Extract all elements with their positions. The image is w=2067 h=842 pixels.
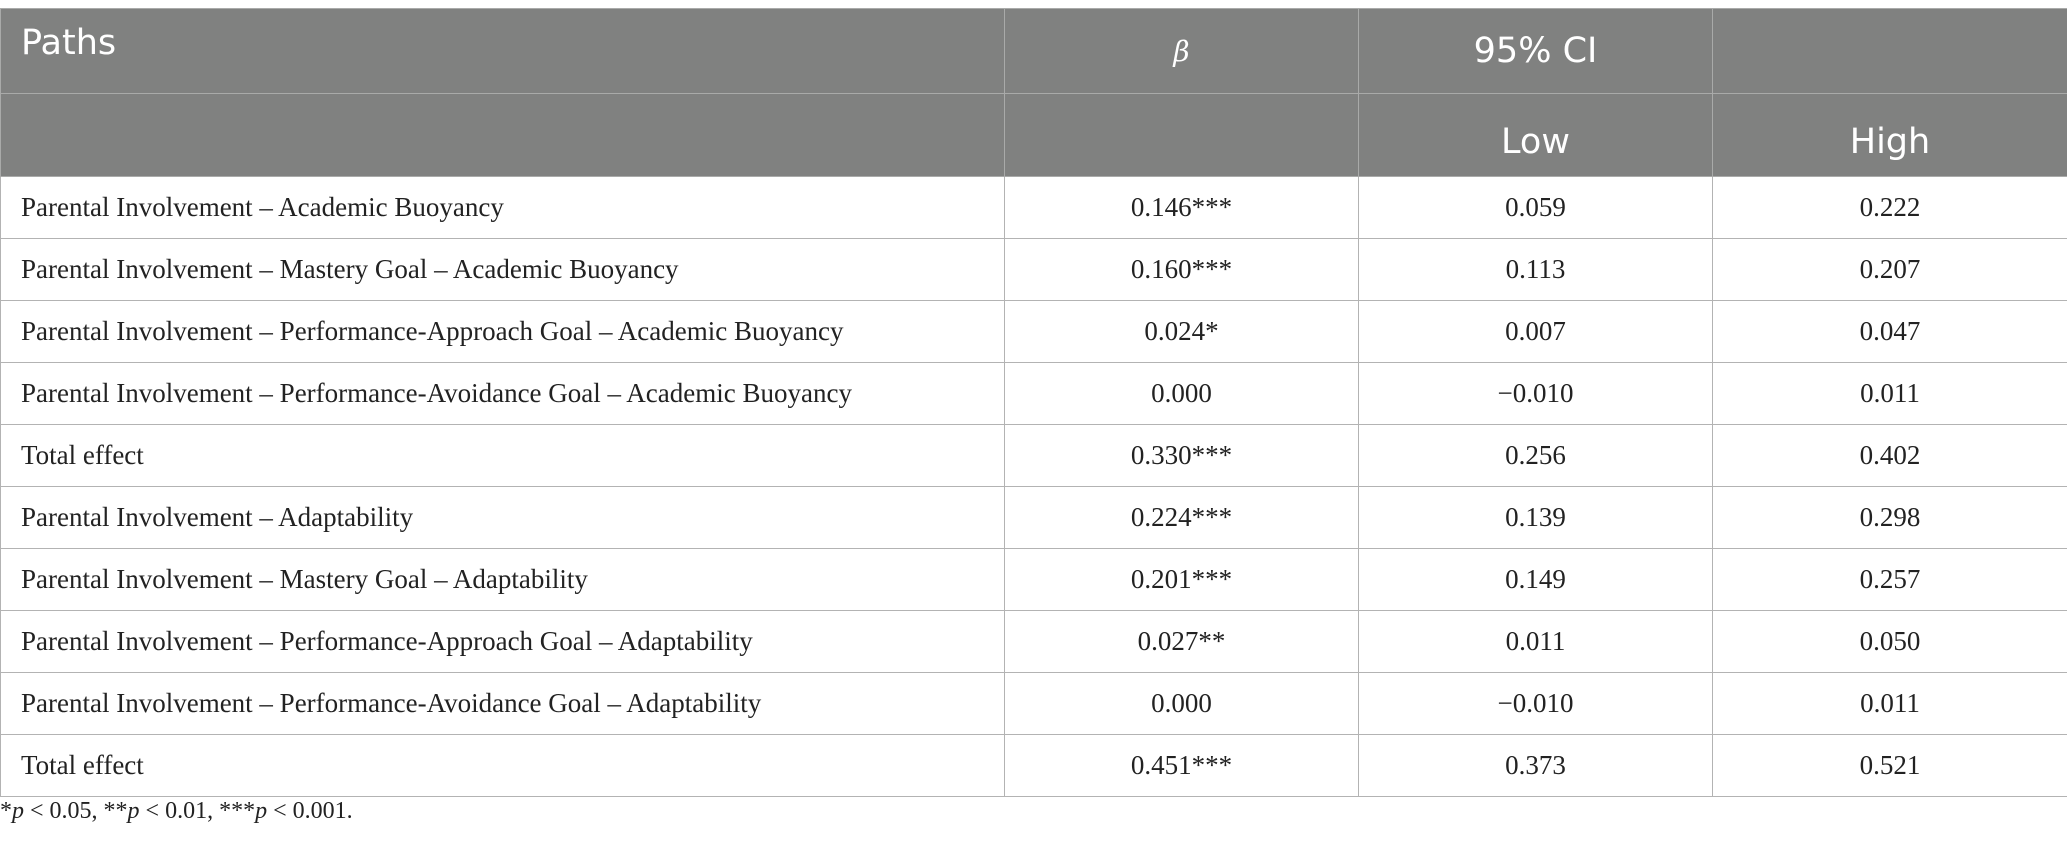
cell-high: 0.050 [1713, 611, 2067, 673]
cell-high: 0.207 [1713, 239, 2067, 301]
cell-high: 0.222 [1713, 177, 2067, 239]
cell-beta: 0.146*** [1005, 177, 1359, 239]
note-star: * [0, 798, 12, 824]
table-row [1, 735, 2067, 797]
note-threshold-3: < 0.001. [267, 798, 353, 824]
cell-path: Parental Involvement – Mastery Goal – Adaptability [1, 549, 1005, 611]
cell-low: 0.256 [1359, 425, 1713, 487]
cell-low: 0.149 [1359, 549, 1713, 611]
cell-high: 0.011 [1713, 673, 2067, 735]
cell-beta: 0.000 [1005, 673, 1359, 735]
cell-path: Parental Involvement – Mastery Goal – Academic Buoyancy [1, 239, 1005, 301]
table-row [1, 301, 2067, 363]
table-row [1, 239, 2067, 301]
cell-low: 0.007 [1359, 301, 1713, 363]
cell-high: 0.047 [1713, 301, 2067, 363]
cell-path: Parental Involvement – Academic Buoyancy [1, 177, 1005, 239]
cell-low: −0.010 [1359, 363, 1713, 425]
results-table-container [0, 8, 2067, 797]
table-row [1, 673, 2067, 735]
cell-beta: 0.000 [1005, 363, 1359, 425]
header-beta: β [1005, 9, 1359, 94]
table-row [1, 363, 2067, 425]
cell-path: Total effect [1, 735, 1005, 797]
note-threshold-2: < 0.01, *** [139, 798, 256, 824]
cell-high: 0.298 [1713, 487, 2067, 549]
table-row [1, 425, 2067, 487]
cell-beta: 0.451*** [1005, 735, 1359, 797]
header-empty-paths [1, 94, 1005, 177]
cell-path: Parental Involvement – Performance-Avoidance Goal – Adaptability [1, 673, 1005, 735]
note-p-3: p [255, 798, 268, 824]
cell-beta: 0.330*** [1005, 425, 1359, 487]
table-row [1, 487, 2067, 549]
cell-high: 0.011 [1713, 363, 2067, 425]
table-row [1, 549, 2067, 611]
cell-path: Parental Involvement – Adaptability [1, 487, 1005, 549]
table-row [1, 611, 2067, 673]
header-ci: 95% CI [1359, 9, 1713, 94]
cell-beta: 0.024* [1005, 301, 1359, 363]
cell-path: Parental Involvement – Performance-Approach Goal – Academic Buoyancy [1, 301, 1005, 363]
cell-path: Parental Involvement – Performance-Avoidance Goal – Academic Buoyancy [1, 363, 1005, 425]
header-empty [1713, 9, 2067, 94]
note-p-2: p [127, 798, 140, 824]
cell-high: 0.257 [1713, 549, 2067, 611]
header-paths: Paths [1, 9, 1005, 94]
note-threshold-1: < 0.05, ** [24, 798, 128, 824]
cell-low: 0.139 [1359, 487, 1713, 549]
cell-low: −0.010 [1359, 673, 1713, 735]
cell-beta: 0.201*** [1005, 549, 1359, 611]
cell-beta: 0.224*** [1005, 487, 1359, 549]
cell-low: 0.113 [1359, 239, 1713, 301]
cell-high: 0.402 [1713, 425, 2067, 487]
cell-high: 0.521 [1713, 735, 2067, 797]
note-p-1: p [12, 798, 24, 824]
header-empty-beta [1005, 94, 1359, 177]
header-high: High [1713, 94, 2067, 177]
header-row-2 [1, 94, 2067, 177]
header-row-1 [1, 9, 2067, 94]
mediation-effects-table [0, 8, 2067, 797]
cell-beta: 0.027** [1005, 611, 1359, 673]
cell-low: 0.059 [1359, 177, 1713, 239]
cell-low: 0.011 [1359, 611, 1713, 673]
header-low: Low [1359, 94, 1713, 177]
cell-low: 0.373 [1359, 735, 1713, 797]
cell-path: Total effect [1, 425, 1005, 487]
significance-note [0, 798, 353, 825]
table-body [1, 177, 2067, 797]
cell-beta: 0.160*** [1005, 239, 1359, 301]
cell-path: Parental Involvement – Performance-Approach Goal – Adaptability [1, 611, 1005, 673]
table-row [1, 177, 2067, 239]
table-header [1, 9, 2067, 177]
